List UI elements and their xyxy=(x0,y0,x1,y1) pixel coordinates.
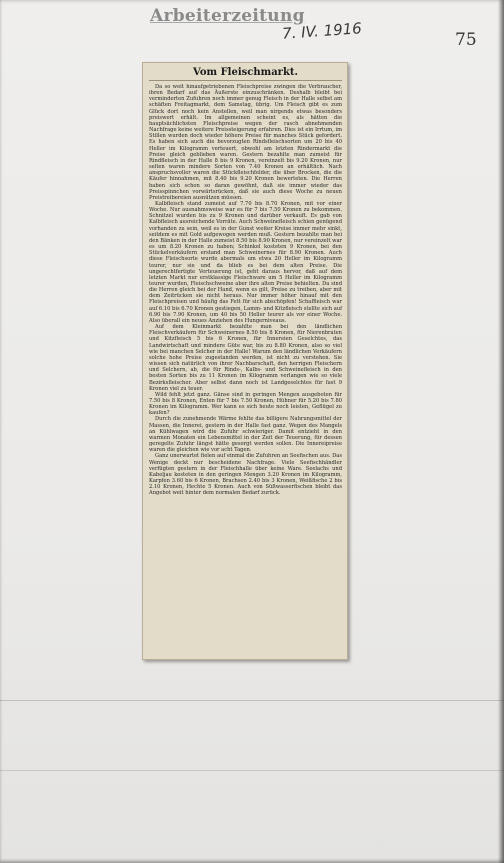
article-paragraph: Auf dem Kleinmarkt bezahlte man bei den ländlichen Fleischverkäufern für Schweinernes 8.50 bis 8 Kronen, für Nierenbraten und Kitzfleisch 5 bis 6 Kronen, für Innereien Geselchtes, das Landwirtschaft und mindere Güte war, bis zu 8.80 Kronen, also so viel wie bei manchen Selcher in der Halle! Warum den ländlichen Verkäufern solche hohe Preise zugestanden werden, ist nicht zu verstehen. Sie wissen sich natürlich von ihrer Nachbarschaft, den herrigen Fleischern und Selchern, ab, die für Rinds-, Kalbs- und Schweinefleisch in den besten Sorten bis zu 11 Kronen im Kilogramm verlangen wie so viele Bezirksfleischer. Aber selbst dann noch ist Landgeselchtes für fast 9 Kronen viel zu teuer. xyxy=(149,324,342,392)
paper-fold-line xyxy=(0,700,504,701)
article-paragraph: Kalbfleisch stand zumeist auf 7.70 bis 8.70 Kronen, mit vor einer Woche. Nur ausnahmsweise war es für 7 bis 7.50 Kronen zu bekommen. Schnitzel wurden bis zu 9 Kronen und darüber verkauft. Es gab von Kalbfleisch ausreichende Vorräte. Auch Schweinefleisch schien genügend vorhanden zu sein, weil es in der Gunst weiter Kreise immer mehr sinkt, seitdem es mit Gold aufgewogen werden muß. Gestern bezahlte man bei den Bänken in der Halle zumeist 8.50 bis 8.90 Kronen, nur vereinzelt war es um 8.20 Kronen zu haben; Schinkel kosteten 9 Kronen, bei den Stückelverkäufern erstand man Schweinernes für 8.90 Kronen. Auch diese Fleischsorte wurde abermals um etwa 20 Heller im Kilogramm teurer, nur sie und da blieb es bei dem alten Preise. Die ungerechtfertigte Verteuerung ist, geht daraus hervor, daß auf dem letzten Markt nur erstklassige Fleischware um 5 Heller im Kilogramm teurer wurden, Fleischschweine aber ihre alten Preise behielten. Da sind die Herren gleich bei der Hand, wenn es gilt, Preise zu treiben, aber mit dem Zeitrücken sie nicht heraus. Nur immer höher hinauf mit den Fleischpreisen und häufig das Fett für sich abschöpfen! Schaffleisch war auf 6.10 bis 6.70 Kronen gestiegen, Lamm- und Kitzfleisch stellte sich auf 6.90 bis 7.90 Kronen, um 40 bis 50 Heller teurer als vor einer Woche. Also überall ein neues Anziehen des Hungerniveaus. xyxy=(149,200,342,324)
page-number: 75 xyxy=(455,30,477,50)
article-paragraph: Ganz unerwartet fielen auf einmal die Zufuhren an Seefischen aus. Das Wenige deckt nur bescheidene Nachfrage. Viele Seefischhändler verfügten gestern in der Fleischhalle über keine Ware. Seelachs und Kabeljau kosteten in den geringen Mengen 3.20 Kronen im Kilogramm, Karpfen 3.60 bis 6 Kronen, Brachsen 2.40 bis 3 Kronen, Weißfische 2 bis 2.10 Kronen, Hechte 5 Kronen. Auch von Süßwasserfischen bleibt das Angebot weit hinter dem normalen Bedarf zurück. xyxy=(149,453,342,497)
newspaper-clipping xyxy=(142,62,348,660)
article-paragraph: Da so weit hinaufgetriebenen Fleischpreise zwingen die Verbraucher, ihren Bedarf auf das Äußerste einzuschränken. Deshalb bleibt bei verminderten Zufuhren noch immer genug Fleisch in der Halle selbst am schäften Freitagmarkt, dem Samstag, übrig. Um Fleisch gibt es zum Glück dort noch kein Anstellen, weil man nirgends etwas besonders preiswert erhält. Im allgemeinen scheint es, als hätten die hauptsächlichsten Fleischpreise wegen der rasch abnehmenden Nachfrage keine weitere Preissteigerung erfahren. Dies ist ein Irrtum, im Stillen wurden doch wieder höhere Preise für manches Stück gefordert. Es haben sich auch die bevorzugten Rindsfleischsorten um 20 bis 40 Heller im Kilogramm verteuert, obwohl am letzten Rindermarkt die Preise gleich geblieben waren. Gestern bezahlte man zumeist für Rindfleisch in der Halle 8 bis 9 Kronen, vereinzelt bis 9.20 Kronen, nur selten waren mindere Sorten von 7.40 Kronen an erhältlich. Nach anspruchsvoller waren die Stückfleischfelder, die über Brocken, die die Käufer hinnahmen, mit 8.40 bis 9.20 Kronen bewerteten. Die Herren haben sich schon so daran gewöhnt, daß sie immer wieder das Preisspinnchen vorwärtsrücken, daß sie auch diese Woche zu neuen Preistreibereien ausnützen müssen. xyxy=(149,84,342,201)
article-paragraph: Wild fehlt jetzt ganz. Gänse sind in geringen Mengen ausgeboten für 7.50 bis 8 Kronen, Enten für 7 bis 7.50 Kronen, Hühner für 5.20 bis 7.80 Kronen im Kilogramm. Wer kann es sich heute noch leisten, Geflügel zu kaufen? xyxy=(149,391,342,417)
article-title: Vom Fleischmarkt. xyxy=(149,67,342,81)
sheet-edge-shadow xyxy=(498,0,504,863)
paper-fold-line xyxy=(0,770,504,771)
article-paragraph: Durch die zunehmende Wärme fehlte das billigere Nahrungsmittel der Massen, die Innerei, gestern in der Halle fast ganz. Wegen des Mangels an Kühlwagen wird die Zufuhr schwieriger. Damit entzieht in den warmen Monaten ein Lebensmittel in der Zeit der Teuerung, für dessen geregelte Zufuhr längst hätte gesorgt werden sollen. Die Innereipreise waren die gleichen wie vor acht Tagen. xyxy=(149,416,342,454)
newspaper-stamp: Arbeiterzeitung xyxy=(150,6,305,26)
handwritten-date: 7. IV. 1916 xyxy=(281,19,363,43)
article-body xyxy=(149,84,342,496)
